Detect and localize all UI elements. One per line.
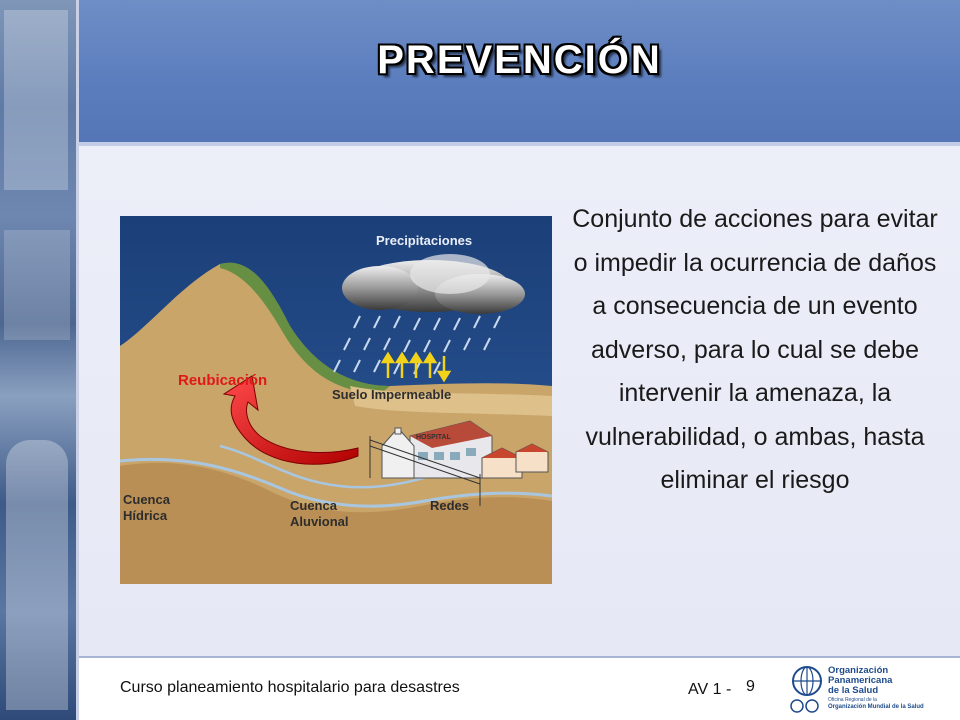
definition-text: Conjunto de acciones para evitar o impedir la ocurrencia de daños a consecuencia de un evento adverso, para lo cual se debe intervenir la amenaza, la vulnerabilidad, o ambas, hasta eliminar el riesgo [572,205,938,494]
building-photo-top [4,10,68,190]
building-photo-middle [4,230,70,340]
prevention-illustration [120,216,552,584]
label-cuenca-aluvional: Cuenca Aluvional [290,498,349,529]
logo-subtext: Oficina Regional de la [828,697,877,703]
label-hospital-sign: HOSPITAL [416,434,451,441]
slide-code: AV 1 - [688,681,732,698]
slide-title: PREVENCIÓN [377,38,662,82]
globe-emblem-icon [790,664,824,714]
label-redes: Redes [430,498,470,513]
nurse-photo [6,440,68,710]
label-reubicacion: Reubicación [178,372,268,389]
logo-text: Organización Panamericana de la Salud [828,665,893,696]
footer-divider [79,656,960,658]
label-cuenca-hidrica: Cuenca Hídrica [123,492,170,523]
course-name: Curso planeamiento hospitalario para desastres [120,679,460,696]
label-suelo-impermeable: Suelo Impermeable [332,387,452,402]
paho-logo [790,664,956,716]
logo-subtext-2: Organización Mundial de la Salud [828,704,924,710]
slide-number: 9 [746,678,755,695]
label-precipitaciones: Precipitaciones [376,233,473,248]
left-photo-strip [0,0,76,720]
